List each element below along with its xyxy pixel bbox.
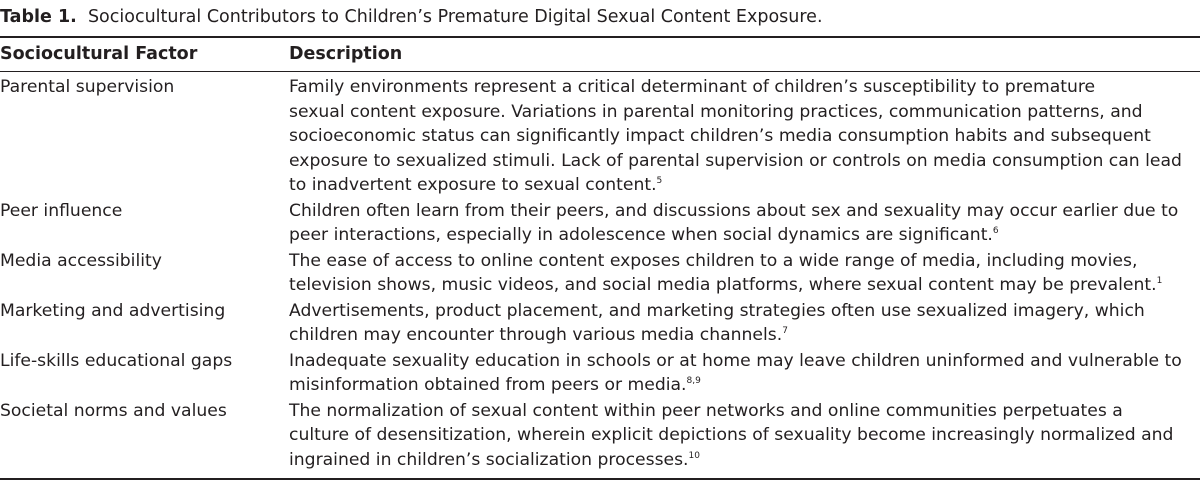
- description-line-last: [289, 173, 1194, 198]
- description-text: misinformation obtained from peers or media.: [289, 375, 687, 395]
- table-header-rule: [0, 71, 1200, 72]
- reference-superscript: 8,9: [686, 376, 701, 386]
- factor-cell: Marketing and advertising: [0, 300, 226, 321]
- description-text: children may encounter through various media channels.: [289, 325, 783, 345]
- description-text: peer interactions, especially in adolescence when social dynamics are significant.: [289, 225, 993, 245]
- description-line-last: [289, 448, 1194, 473]
- description-cell: [289, 399, 1194, 473]
- factor-cell: Societal norms and values: [0, 400, 227, 421]
- description-line-last: [289, 273, 1194, 298]
- reference-superscript: 10: [688, 450, 700, 461]
- table-row: [0, 75, 1200, 198]
- factor-cell: Peer influence: [0, 200, 123, 221]
- description-line: Inadequate sexuality education in schools or at home may leave children uninformed and vulnerable to: [289, 350, 1182, 371]
- table-row: [0, 399, 1200, 473]
- description-line: Advertisements, product placement, and marketing strategies often use sexualized imagery, which: [289, 300, 1145, 321]
- reference-superscript: 7: [782, 326, 788, 336]
- reference-superscript: 1: [1156, 276, 1163, 286]
- description-line: sexual content exposure. Variations in parental monitoring practices, communication patterns, and: [289, 101, 1143, 122]
- table-caption-title: Sociocultural Contributors to Children’s Premature Digital Sexual Content Exposure.: [87, 7, 823, 27]
- factor-cell: Parental supervision: [0, 77, 175, 97]
- description-line-last: [289, 373, 1194, 398]
- description-cell: [289, 299, 1194, 348]
- description-cell: [289, 199, 1194, 248]
- description-cell: [289, 75, 1194, 198]
- table-row: [0, 349, 1200, 398]
- description-line: culture of desensitization, wherein explicit depictions of sexuality become increasingly normalized and: [289, 425, 1174, 445]
- description-text: television shows, music videos, and social media platforms, where sexual content may be prevalent.: [289, 275, 1157, 295]
- description-cell: [289, 349, 1194, 398]
- table-row: [0, 299, 1200, 348]
- description-line: Children often learn from their peers, and discussions about sex and sexuality may occur earlier due to: [289, 200, 1179, 221]
- description-cell: [289, 249, 1194, 298]
- reference-superscript: 6: [992, 226, 999, 236]
- table-row: [0, 199, 1200, 248]
- factor-cell: Life-skills educational gaps: [0, 350, 233, 371]
- table-caption: [0, 6, 823, 28]
- description-text: to inadvertent exposure to sexual content.: [289, 175, 657, 195]
- description-line: The ease of access to online content exposes children to a wide range of media, including movies,: [289, 250, 1138, 271]
- factor-cell: Media accessibility: [0, 250, 162, 271]
- table-body: [0, 75, 1200, 473]
- table-top-rule: [0, 36, 1200, 38]
- reference-superscript: 5: [656, 176, 663, 186]
- description-line-last: [289, 323, 1194, 348]
- column-header-description: Description: [289, 44, 403, 64]
- table-header: [0, 42, 1200, 68]
- description-line: The normalization of sexual content within peer networks and online communities perpetuates a: [289, 400, 1123, 421]
- description-text: ingrained in children’s socialization processes.: [289, 449, 689, 470]
- table-bottom-rule: [0, 478, 1200, 480]
- description-line: Family environments represent a critical determinant of children’s susceptibility to premature: [289, 77, 1096, 97]
- table-caption-label: Table 1.: [0, 7, 77, 27]
- description-line: socioeconomic status can significantly impact children’s media consumption habits and subsequent: [289, 126, 1151, 146]
- column-header-factor: Sociocultural Factor: [0, 44, 198, 64]
- description-line: exposure to sexualized stimuli. Lack of parental supervision or controls on media consumption can lead: [289, 150, 1182, 171]
- table-row: [0, 249, 1200, 298]
- description-line-last: [289, 223, 1194, 248]
